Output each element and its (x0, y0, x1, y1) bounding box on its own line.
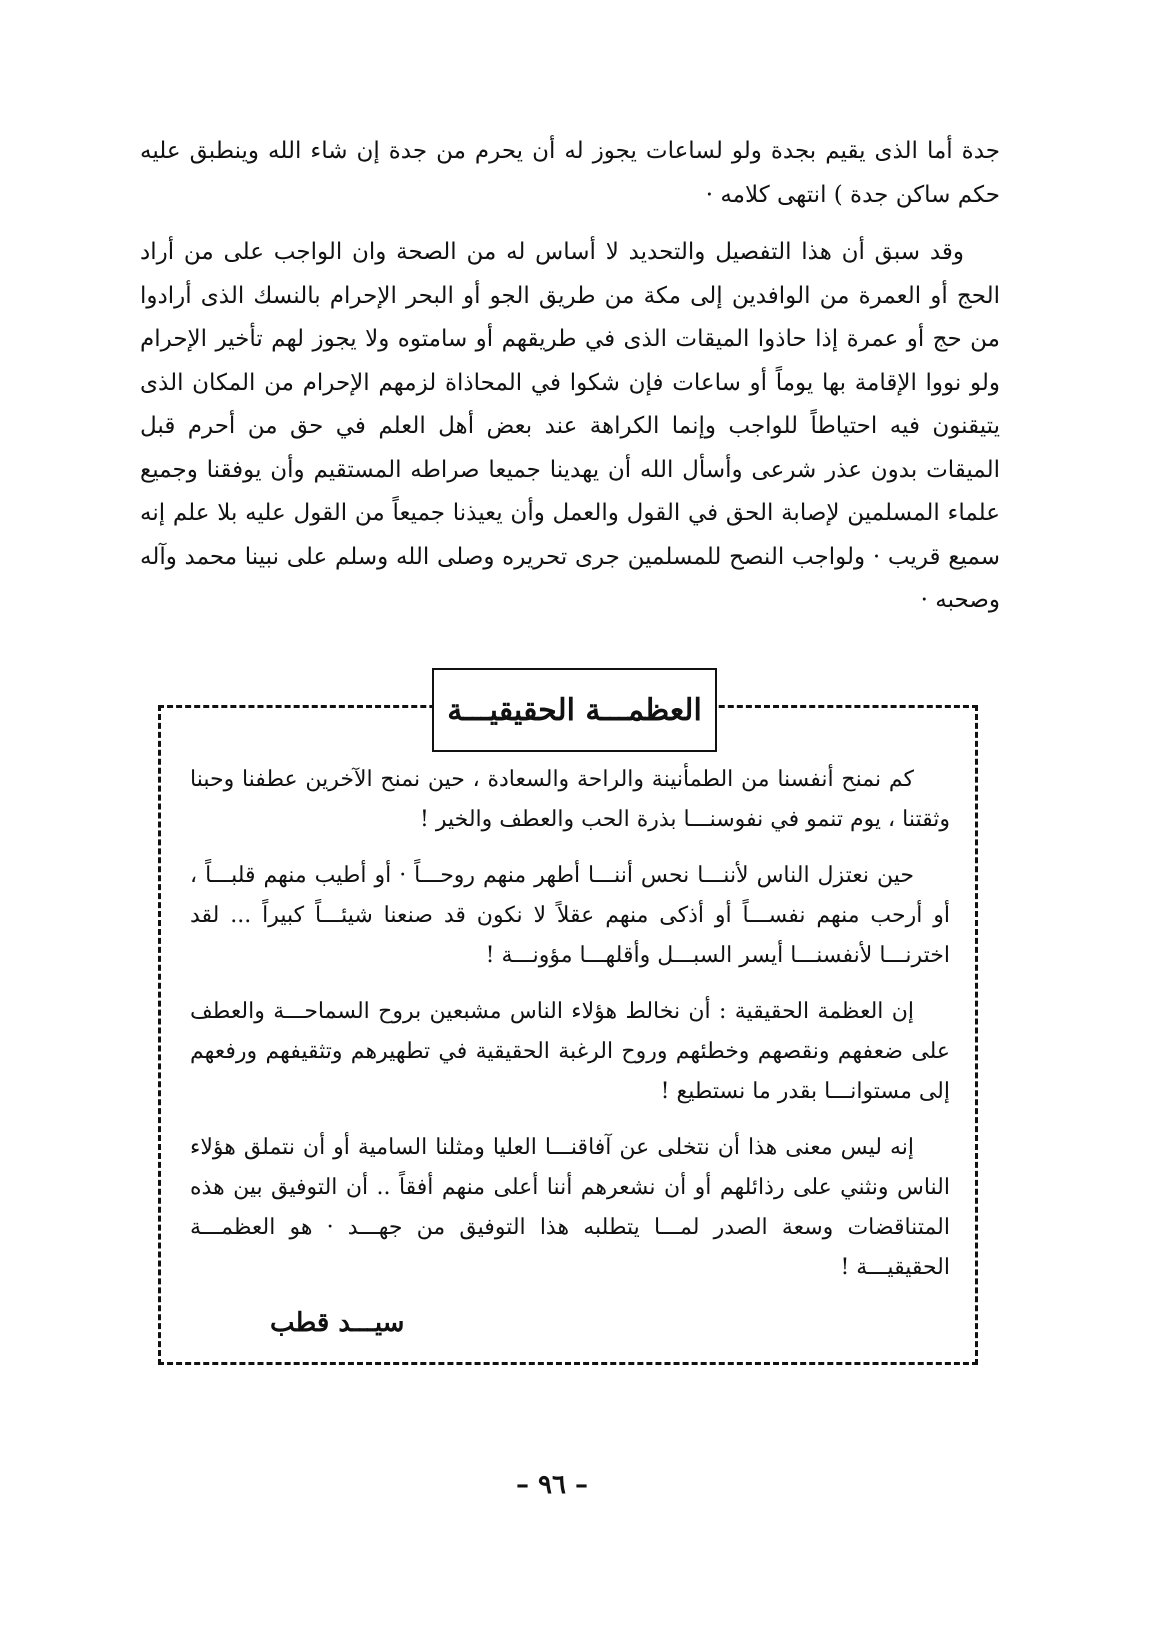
paragraph-ruling: وقد سبق أن هذا التفصيل والتحديد لا أساس له من الصحة وان الواجب على من أراد الحج أو العمرة من الوافدين إلى مكة من طريق الجو أو البحر الإحرام بالنسك الذى أرادوا من حج أو عمرة إذا حاذوا الميقات الذى في طريقهم أو سامتوه ولا يجوز لهم تأخير الإحرام ولو نووا الإقامة بها يوماً أو ساعات فإن شكوا في المحاذاة لزمهم الإحرام من المكان الذى يتيقنون فيه احتياطاً للواجب وإنما الكراهة عند بعض أهل العلم في حق من أحرم قبل الميقات بدون عذر شرعى وأسأل الله أن يهدينا جميعا صراطه المستقيم وأن يوفقنا وجميع علماء المسلمين لإصابة الحق في القول والعمل وأن يعيذنا جميعاً من القول عليه بلا علم إنه سميع قريب · ولواجب النصح للمسلمين جرى تحريره وصلى الله وسلم على نبينا محمد وآله وصحبه · (140, 239, 1000, 613)
main-text-body (140, 130, 1000, 637)
quote-box-title: العظمـــة الحقيقيـــة (447, 692, 702, 728)
paragraph-quote-end: جدة أما الذى يقيم بجدة ولو لساعات يجوز له أن يحرم من جدة إن شاء الله وينطبق عليه حكم ساكن جدة ) انتهى كلامه · (140, 138, 1000, 208)
quote-author-signature: سيـــد قطب (270, 1308, 405, 1338)
quote-paragraph-3: إن العظمة الحقيقية : أن نخالط هؤلاء الناس مشبعين بروح السماحـــة والعطف على ضعفهم ونقصهم وخطئهم وروح الرغبة الحقيقية في تطهيرهم وتثقيفهم ورفعهم إلى مستوانـــا بقدر ما نستطيع ! (190, 999, 950, 1104)
page-number: – ٩٦ – (515, 1470, 589, 1500)
quote-box-text (190, 760, 950, 1304)
quote-paragraph-2: حين نعتزل الناس لأننـــا نحس أننـــا أطهر منهم روحـــاً · أو أطيب منهم قلبـــاً ، أو أرحب منهم نفســـاً أو أذكى منهم عقلاً لا نكون قد صنعنا شيئـــاً كبيراً ... لقد اخترنـــا لأنفسنـــا أيسر السبـــل وأقلهـــا مؤونـــة ! (190, 863, 950, 968)
quote-paragraph-1: كم نمنح أنفسنا من الطمأنينة والراحة والسعادة ، حين نمنح الآخرين عطفنا وحبنا وثقتنا ، يوم تنمو في نفوسنـــا بذرة الحب والعطف والخير ! (190, 767, 950, 832)
quote-box-title-frame (432, 668, 717, 752)
quote-paragraph-4: إنه ليس معنى هذا أن نتخلى عن آفاقنـــا العليا ومثلنا السامية أو أن نتملق هؤلاء الناس ونثني على رذائلهم أو أن نشعرهم أننا أعلى منهم أفقاً .. أن التوفيق بين هذه المتناقضات وسعة الصدر لمـــا يتطلبه هذا التوفيق من جهـــد · هو العظمـــة الحقيقيـــة ! (190, 1135, 950, 1280)
